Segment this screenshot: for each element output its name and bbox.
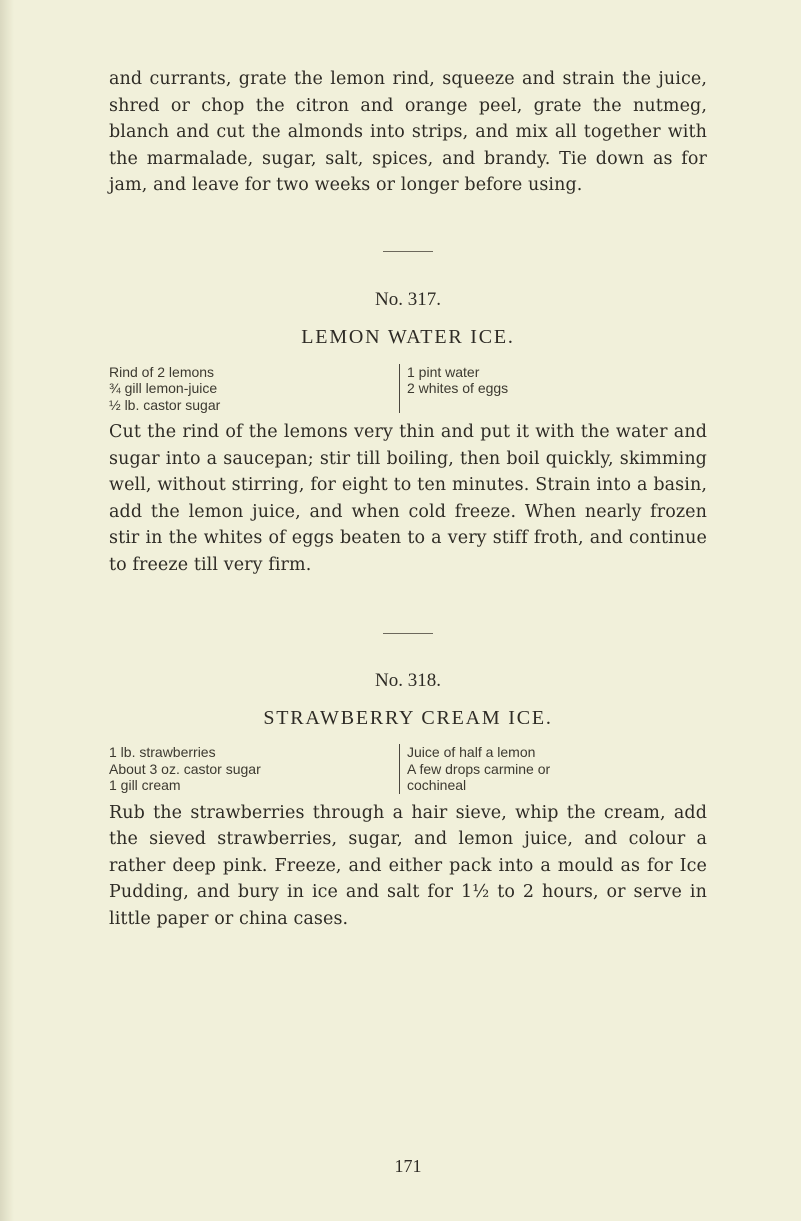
ingredient: A few drops carmine or xyxy=(407,760,551,777)
ingredient: About 3 oz. castor sugar xyxy=(109,760,261,777)
recipe-318 xyxy=(109,670,707,932)
page-edge xyxy=(0,0,14,1221)
ingredient: 1 gill cream xyxy=(109,777,181,793)
ingredient: ½ lb. castor sugar xyxy=(109,396,221,413)
ingredient: 2 whites of eggs xyxy=(407,380,509,396)
ingredients-right-column xyxy=(399,744,550,794)
recipe-method: Rub the strawberries through a hair sieve, whip the cream, add the sieved strawberries, sugar, and lemon juice, and colour a rather deep pink. Freeze, and either pack into a mould as for Ice Pudding, and bury in ice and salt for 1½ to 2 hours, or serve in little paper or china cases. xyxy=(109,802,707,929)
ingredient: Juice of half a lemon xyxy=(407,744,536,760)
recipe-title: LEMON WATER ICE. xyxy=(301,325,515,348)
book-page xyxy=(109,66,707,932)
ingredient: cochineal xyxy=(407,777,467,793)
ingredient-spacer xyxy=(407,397,508,414)
page-number: 171 xyxy=(394,1156,422,1176)
ingredients-list xyxy=(109,744,707,794)
ingredients-list xyxy=(109,364,707,414)
ingredients-right-column xyxy=(399,364,508,414)
section-divider xyxy=(383,633,433,634)
ingredient: 1 lb. strawberries xyxy=(109,744,216,760)
section-divider xyxy=(383,251,433,252)
ingredient: ¾ gill lemon-juice xyxy=(109,380,218,396)
intro-paragraph: and currants, grate the lemon rind, squeeze and strain the juice, shred or chop the citron and orange peel, grate the nutmeg, blanch and cut the almonds into strips, and mix all together with the marmalade, sugar, salt, spices, and brandy. Tie down as for jam, and leave for two weeks or longer before using. xyxy=(109,69,707,195)
recipe-title: STRAWBERRY CREAM ICE. xyxy=(263,707,553,729)
ingredient: Rind of 2 lemons xyxy=(109,363,215,380)
recipe-number: No. 317. xyxy=(375,288,441,310)
recipe-317 xyxy=(109,289,707,579)
ingredients-left-column xyxy=(109,744,399,794)
recipe-number: No. 318. xyxy=(375,670,441,691)
ingredient: 1 pint water xyxy=(407,363,480,380)
recipe-method: Cut the rind of the lemons very thin and put it with the water and sugar into a saucepan; stir till boiling, then boil quickly, skimming well, without stirring, for eight to ten minutes. Strain into a basin, add the lemon juice, and when cold freeze. When nearly frozen stir in the whites of eggs beaten to a very stiff froth, and continue to freeze till very firm. xyxy=(109,422,707,575)
ingredients-left-column xyxy=(109,364,399,414)
